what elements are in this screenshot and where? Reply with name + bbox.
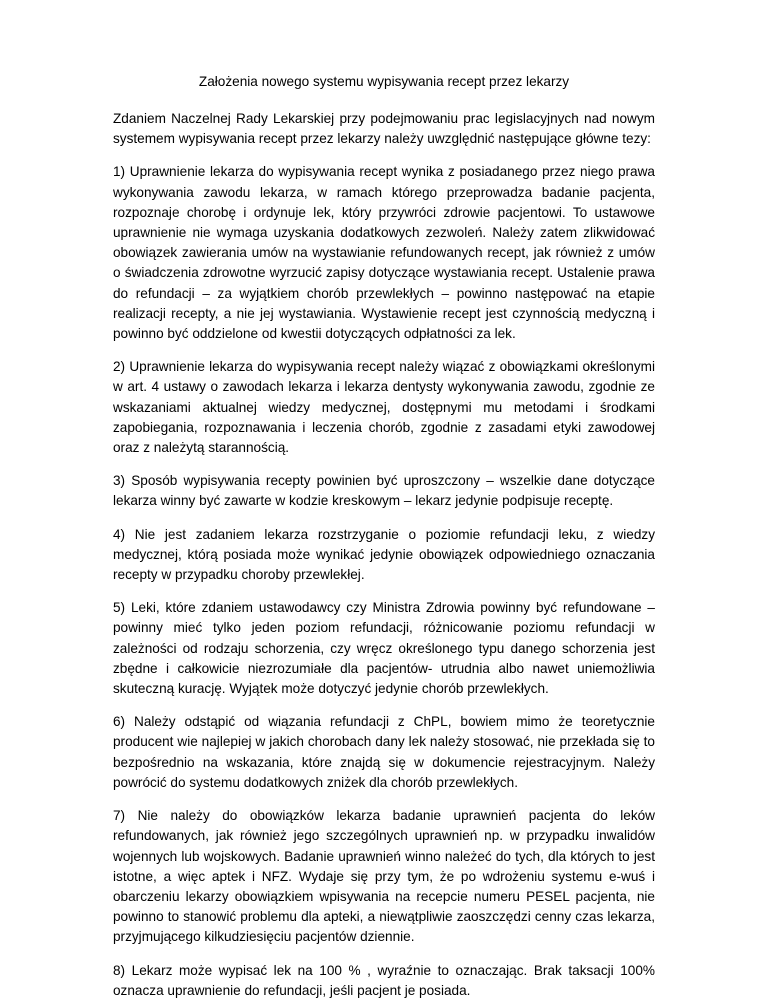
point-5: 5) Leki, które zdaniem ustawodawcy czy Ministra Zdrowia powinny być refundowane – powinny mieć tylko jeden poziom refundacji, różnicowanie poziomu refundacji w zależności od rodzaju schorzenia, czy wręcz określonego typu danego schorzenia jest zbędne i całkowicie niezrozumiałe dla pacjentów- utrudnia albo nawet uniemożliwia skuteczną kurację. Wyjątek może dotyczyć jedynie chorób przewlekłych. <box>113 600 655 697</box>
point-6: 6) Należy odstąpić od wiązania refundacji z ChPL, bowiem mimo że teoretycznie producent wie najlepiej w jakich chorobach dany lek należy stosować, nie przekłada się to bezpośrednio na wskazania, które znajdą się w dokumencie rejestracyjnym. Należy powrócić do systemu dodatkowych zniżek dla chorób przewlekłych. <box>113 714 655 790</box>
point-8: 8) Lekarz może wypisać lek na 100 % , wyraźnie to oznaczając. Brak taksacji 100% oznacza uprawnienie do refundacji, jeśli pacjent je posiada. <box>113 962 655 998</box>
point-2: 2) Uprawnienie lekarza do wypisywania recept należy wiązać z obowiązkami określonymi w art. 4 ustawy o zawodach lekarza i lekarza dentysty wykonywania zawodu, zgodnie ze wskazaniami aktualnej wiedzy medycznej, dostępnymi mu metodami i środkami zapobiegania, rozpoznawania i leczenia chorób, zgodnie z zasadami etyki zawodowej oraz z należytą starannością. <box>113 359 655 456</box>
document-title: Założenia nowego systemu wypisywania recept przez lekarzy <box>198 74 570 89</box>
point-4: 4) Nie jest zadaniem lekarza rozstrzyganie o poziomie refundacji leku, z wiedzy medycznej, którą posiada może wynikać jedynie obowiązek odpowiedniego oznaczania recepty w przypadku choroby przewlekłej. <box>113 526 655 583</box>
point-7: 7) Nie należy do obowiązków lekarza badanie uprawnień pacjenta do leków refundowanych, jak również jego szczególnych uprawnień np. w przypadku inwalidów wojennych lub wojskowych. Badanie uprawnień winno należeć do tych, dla których to jest istotne, a więc aptek i NFZ. Wydaje się przy tym, że po wdrożeniu systemu e-wuś i obarczeniu lekarzy obowiązkiem wpisywania na recepcie numeru PESEL pacjenta, nie powinno to stanowić problemu dla apteki, a niewątpliwie zaoszczędzi cenny czas lekarza, przyjmującego kilkudziesięciu pacjentów dziennie. <box>113 808 655 945</box>
point-3: 3) Sposób wypisywania recepty powinien być uproszczony – wszelkie dane dotyczące lekarza winny być zawarte w kodzie kreskowym – lekarz jedynie podpisuje receptę. <box>113 473 655 509</box>
intro-paragraph: Zdaniem Naczelnej Rady Lekarskiej przy podejmowaniu prac legislacyjnych nad nowym systemem wypisywania recept przez lekarzy należy uwzględnić następujące główne tezy: <box>113 111 655 147</box>
point-1: 1) Uprawnienie lekarza do wypisywania recept wynika z posiadanego przez niego prawa wykonywania zawodu lekarza, w ramach którego przeprowadza badanie pacjenta, rozpoznaje chorobę i ordynuje lek, który przywróci zdrowie pacjentowi. To ustawowe uprawnienie nie wymaga uzyskania dodatkowych zezwoleń. Należy zatem zlikwidować obowiązek zawierania umów na wystawianie refundowanych recept, jak również z umów o świadczenia zdrowotne wyrzucić zapisy dotyczące wystawiania recept. Ustalenie prawa do refundacji – za wyjątkiem chorób przewlekłych – powinno następować na etapie realizacji recepty, a nie jej wystawiania. Wystawienie recept jest czynnością medyczną i powinno być oddzielone od kwestii dotyczących odpłatności za lek. <box>113 164 655 342</box>
